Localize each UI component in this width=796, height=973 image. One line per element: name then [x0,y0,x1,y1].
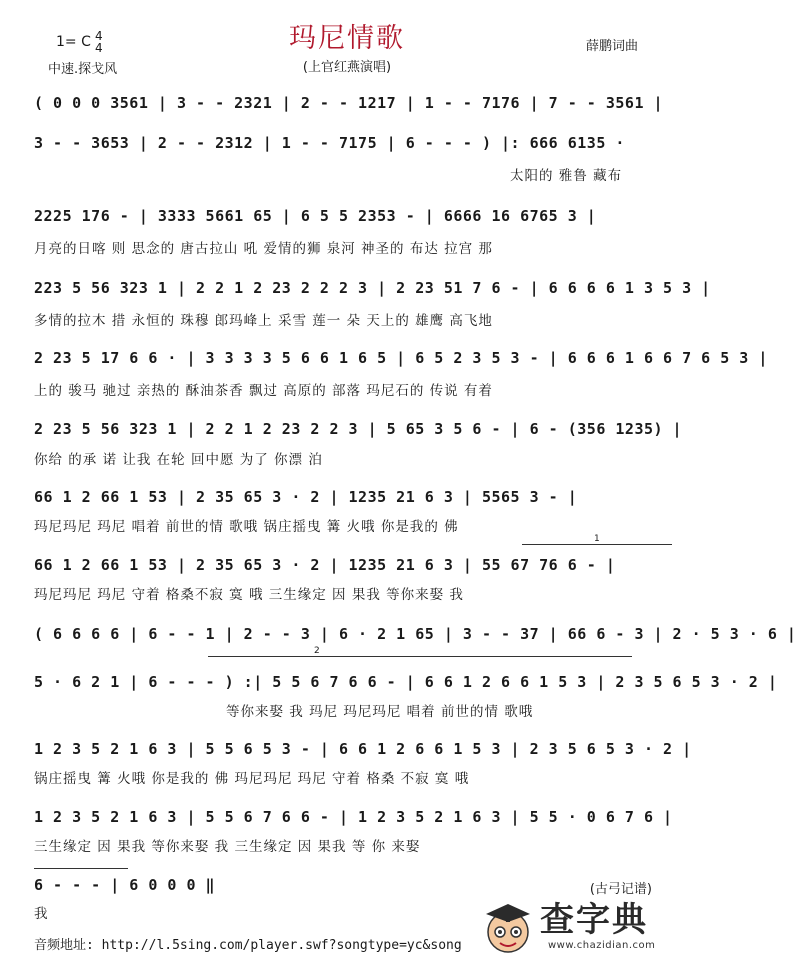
notation-row-9: ( 6 6 6 6 | 6 - - 1 | 2 - - 3 | 6 · 2 1 65 | 3 - - 37 | 66 6 - 3 | 2 · 5 3 · 6 | [34,625,796,643]
lyrics-row-10: 等你来娶 我 玛尼 玛尼玛尼 唱着 前世的情 歌哦 [226,704,534,720]
lyrics-row-5: 上的 骏马 驰过 亲热的 酥油茶香 飘过 高原的 部落 玛尼石的 传说 有着 [34,383,493,399]
notation-row-4: 223 5 56 323 1 | 2 2 1 2 23 2 2 2 3 | 2 23 51 7 6 - | 6 6 6 6 1 3 5 3 | [34,279,711,297]
notation-row-1: ( 0 0 0 3561 | 3 - - 2321 | 2 - - 1217 | 1 - - 7176 | 7 - - 3561 | [34,94,664,112]
audio-link[interactable]: 音频地址: http://l.5sing.com/player.swf?songtype=yc&song [34,938,462,953]
lyrics-row-2: 太阳的 雅鲁 藏布 [510,168,623,184]
lyrics-row-7: 玛尼玛尼 玛尼 唱着 前世的情 歌哦 锅庄摇曳 篝 火哦 你是我的 佛 [34,519,459,535]
notation-row-12: 1 2 3 5 2 1 6 3 | 5 5 6 7 6 6 - | 1 2 3 5 2 1 6 3 | 5 5 · 0 6 7 6 | [34,808,673,826]
lyrics-row-12: 三生缘定 因 果我 等你来娶 我 三生缘定 因 果我 等 你 来娶 [34,839,421,855]
notation-row-8: 66 1 2 66 1 53 | 2 35 65 3 · 2 | 1235 21 6 3 | 55 67 76 6 - | [34,556,616,574]
site-logo [478,890,684,964]
lyrics-row-11: 锅庄摇曳 篝 火哦 你是我的 佛 玛尼玛尼 玛尼 守着 格桑 不寂 寞 哦 [34,771,470,787]
notation-row-6: 2 23 5 56 323 1 | 2 2 1 2 23 2 2 3 | 5 65 3 5 6 - | 6 - (356 1235) | [34,420,683,438]
volta-2-label: 2 [314,646,320,656]
mascot-icon [480,896,536,958]
tempo-marking: 中速.探戈风 [48,62,118,77]
lyrics-row-3: 月亮的日喀 则 思念的 唐古拉山 吼 爱情的狮 泉河 神圣的 布达 拉宫 那 [34,241,493,257]
notation-row-10: 5 · 6 2 1 | 6 - - - ) :| 5 5 6 7 6 6 - | 6 6 1 2 6 6 1 5 3 | 2 3 5 6 5 3 · 2 | [34,673,778,691]
lyrics-row-6: 你给 的承 诺 让我 在轮 回中愿 为了 你漂 泊 [34,452,323,468]
notation-row-5: 2 23 5 17 6 6 · | 3 3 3 3 5 6 6 1 6 5 | 6 5 2 3 5 3 - | 6 6 6 1 6 6 7 6 5 3 | [34,349,768,367]
transcriber-credit: (古弓记谱) [589,882,652,897]
site-brand-name: 查字典 [540,900,648,940]
tie-line [34,868,128,869]
lyrics-row-8: 玛尼玛尼 玛尼 守着 格桑不寂 寞 哦 三生缘定 因 果我 等你来娶 我 [34,587,464,603]
time-signature-bottom: 4 [95,41,103,55]
song-title: 玛尼情歌 [289,23,405,54]
volta-2-bracket [208,656,632,657]
site-url[interactable]: www.chazidian.com [548,940,656,951]
key-signature: 1= C [56,34,91,50]
singer-credit: (上官红燕演唱) [302,60,392,75]
notation-row-11: 1 2 3 5 2 1 6 3 | 5 5 6 5 3 - | 6 6 1 2 6 6 1 5 3 | 2 3 5 6 5 3 · 2 | [34,740,692,758]
notation-row-2: 3 - - 3653 | 2 - - 2312 | 1 - - 7175 | 6 - - - ) |: 666 6135 · [34,134,625,152]
lyrics-row-13: 我 [34,906,49,922]
volta-1-bracket [522,544,672,545]
time-signature [95,30,103,54]
notation-row-7: 66 1 2 66 1 53 | 2 35 65 3 · 2 | 1235 21 6 3 | 5565 3 - | [34,488,578,506]
notation-row-13: 6 - - - | 6 0 0 0 ‖ [34,876,216,894]
composer-credit: 薛鹏词曲 [585,39,638,54]
notation-row-3: 2225 176 - | 3333 5661 65 | 6 5 5 2353 - | 6666 16 6765 3 | [34,207,597,225]
time-signature-top: 4 [95,29,103,43]
volta-1-label: 1 [594,534,600,544]
lyrics-row-4: 多情的拉木 措 永恒的 珠穆 郎玛峰上 采雪 莲一 朵 天上的 雄鹰 高飞地 [34,313,493,329]
